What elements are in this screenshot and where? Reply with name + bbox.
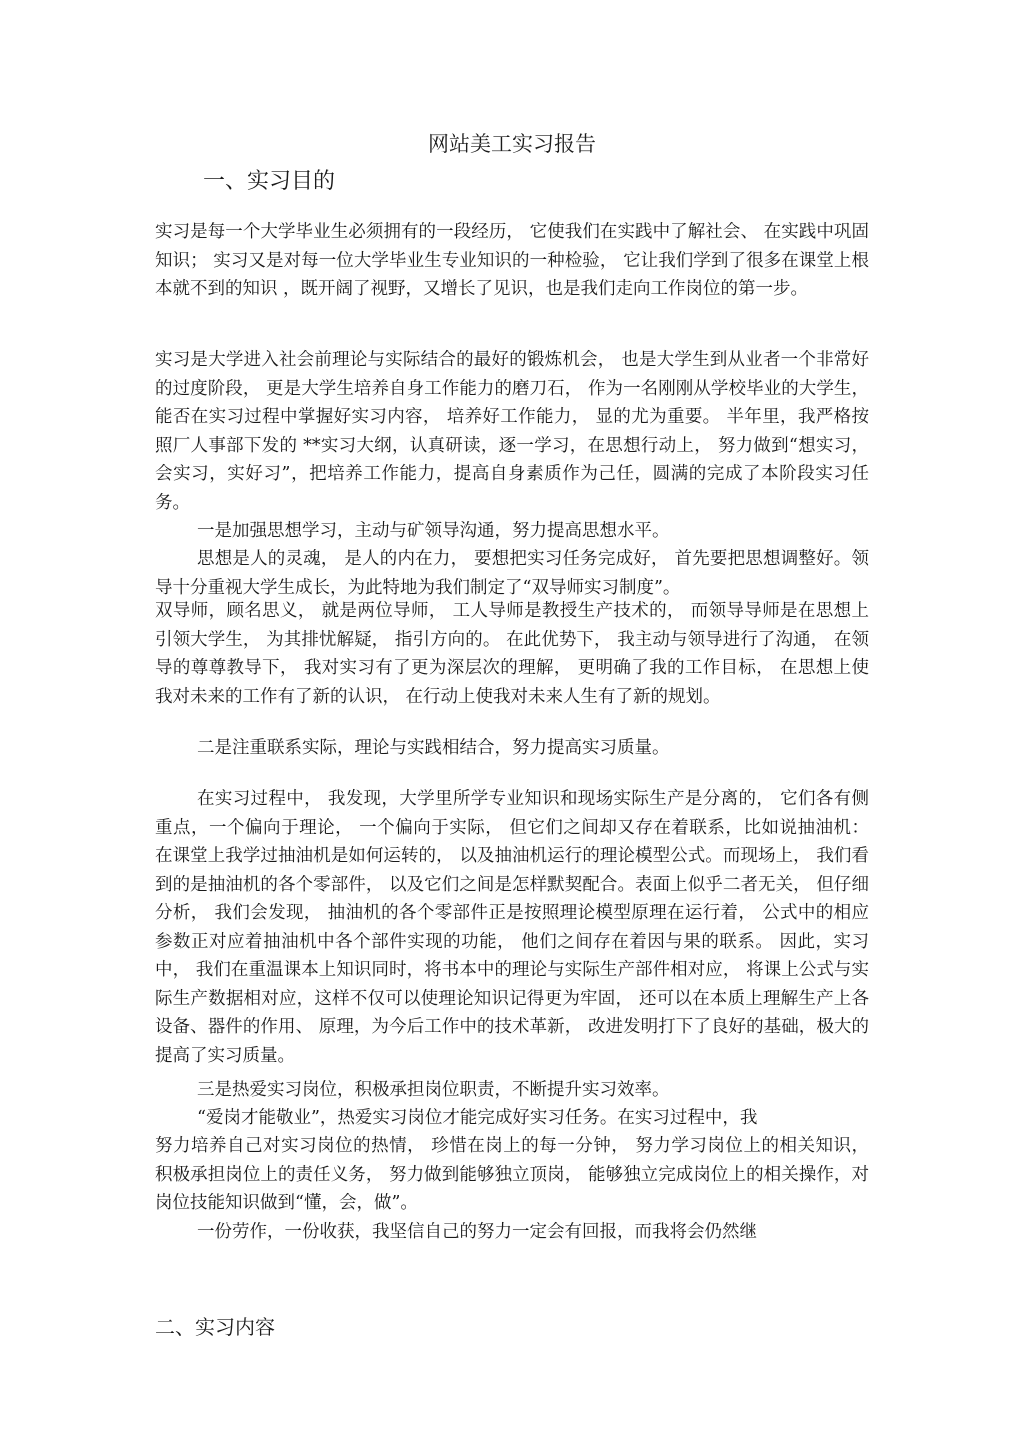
paragraph-text: 二是注重联系实际，理论与实践相结合，努力提高实习质量。 (197, 738, 670, 758)
paragraph-love-job (155, 1104, 869, 1133)
paragraph-thought (155, 545, 869, 602)
paragraph-conclusion (155, 1218, 869, 1247)
section-heading-content: 二、实习内容 (155, 1315, 275, 1339)
paragraph-text: 一是加强思想学习，主动与矿领导沟通，努力提高思想水平。 (197, 521, 670, 541)
paragraph-text: 双导师，顾名思义， 就是两位导师， 工人导师是教授生产技术的， 而领导导师是在思想上引领大学生， 为其排忧解疑， 指引方向的。 在此优势下， 我主动与领导进行了沟通， 在领导的尊尊教导下， 我对实习有了更为深层次的理解， 更明确了我的工作目标， 在思想上使我对未来的工作有了新的认识， 在行动上使我对未来人生有了新的规划。 (155, 601, 869, 707)
paragraph-text: 思想是人的灵魂， 是人的内在力， 要想把实习任务完成好， 首先要把思想调整好。领导十分重视大学生成长，为此特地为我们制定了“双导师实习制度”。 (155, 549, 869, 598)
paragraph-text: 努力培养自己对实习岗位的热情， 珍惜在岗上的每一分钟， 努力学习岗位上的相关知识， 积极承担岗位上的责任义务， 努力做到能够独立顶岗， 能够独立完成岗位上的相关操作，对岗位技能知识做到“懂，会，做”。 (155, 1136, 869, 1213)
paragraph-point-three (155, 1076, 869, 1105)
paragraph-intro (155, 218, 869, 304)
paragraph-theory-practice (155, 785, 869, 1070)
paragraph-text: 实习是每一个大学毕业生必须拥有的一段经历， 它使我们在实践中了解社会、 在实践中巩固知识； 实习又是对每一位大学毕业生专业知识的一种检验， 它让我们学到了很多在课堂上根本就不到的知识 ，既开阔了视野，又增长了见识，也是我们走向工作岗位的第一步。 (155, 222, 869, 299)
paragraph-dual-mentor (155, 597, 869, 711)
paragraph-point-two (155, 734, 869, 763)
paragraph-text: “爱岗才能敬业”，热爱实习岗位才能完成好实习任务。在实习过程中，我 (197, 1108, 758, 1128)
paragraph-enthusiasm (155, 1132, 869, 1218)
paragraph-practice-opportunity (155, 346, 869, 517)
paragraph-text: 在实习过程中， 我发现，大学里所学专业知识和现场实际生产是分离的， 它们各有侧重点，一个偏向于理论， 一个偏向于实际， 但它们之间却又存在着联系，比如说抽油机： 在课堂上我学过抽油机是如何运转的， 以及抽油机运行的理论模型公式。而现场上， 我们看到的是抽油机的各个零部件， 以及它们之间是怎样默契配合。表面上似乎二者无关， 但仔细分析， 我们会发现， 抽油机的各个零部件正是按照理论模型原理在运行着， 公式中的相应参数正对应着抽油机中各个部件实现的功能， 他们之间存在着因与果的联系。 因此，实习中， 我们在重温课本上知识同时，将书本中的理论与实际生产部件相对应， 将课上公式与实际生产数据相对应，这样不仅可以使理论知识记得更为牢固， 还可以在本质上理解生产上各设备、器件的作用、 原理，为今后工作中的技术革新， 改进发明打下了良好的基础，极大的提高了实习质量。 (155, 789, 869, 1066)
paragraph-point-one (155, 517, 869, 546)
section-heading-purpose: 一、实习目的 (203, 169, 336, 194)
document-title: 网站美工实习报告 (428, 132, 596, 156)
paragraph-text: 实习是大学进入社会前理论与实际结合的最好的锻炼机会， 也是大学生到从业者一个非常好的过度阶段， 更是大学生培养自身工作能力的磨刀石， 作为一名刚刚从学校毕业的大学生， 能否在实习过程中掌握好实习内容， 培养好工作能力， 显的尤为重要。 半年里，我严格按照厂人事部下发的 **实习大纲，认真研读，逐一学习，在思想行动上， 努力做到“想实习， 会实习，实好习”，把培养工作能力，提高自身素质作为己任，圆满的完成了本阶段实习任务。 (155, 350, 869, 513)
paragraph-text: 一份劳作，一份收获，我坚信自己的努力一定会有回报，而我将会仍然继 (197, 1222, 757, 1242)
paragraph-text: 三是热爱实习岗位，积极承担岗位职责，不断提升实习效率。 (197, 1080, 670, 1100)
